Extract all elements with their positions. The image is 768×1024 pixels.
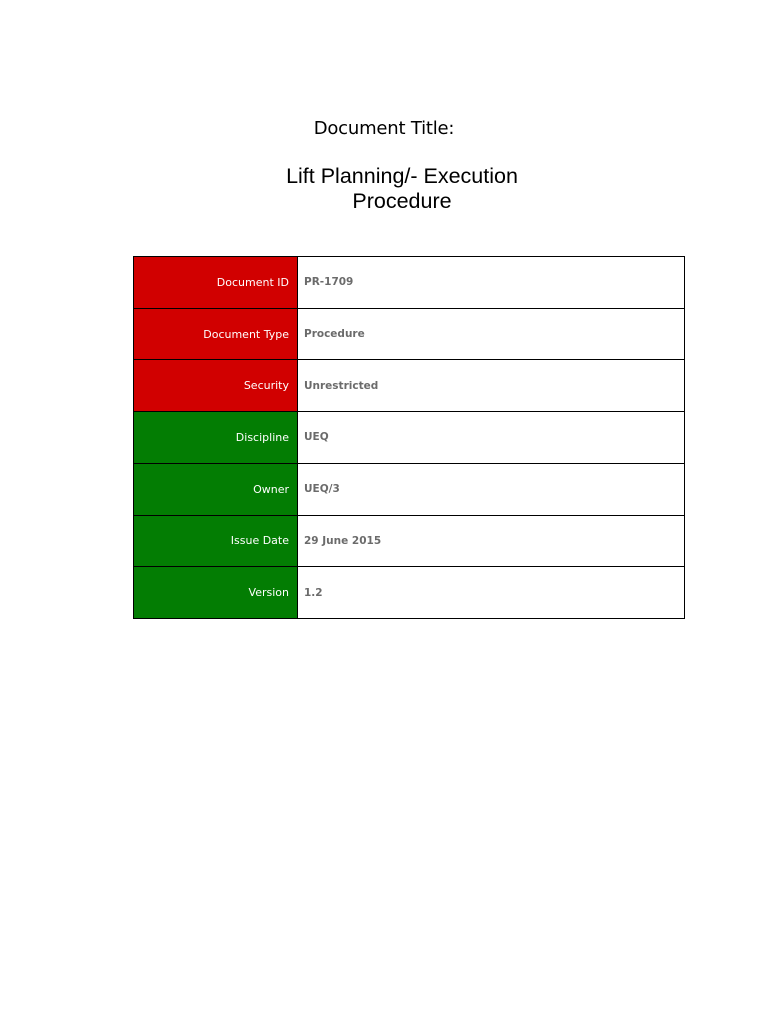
table-row-owner [134,463,685,515]
table-row-document-id [134,257,685,309]
document-heading: Document Title: [313,118,455,139]
security-value: Unrestricted [298,360,685,412]
document-title-line-2: Procedure [352,189,452,213]
table-row-security [134,360,685,412]
table-row-issue-date [134,515,685,567]
issue-date-label: Issue Date [134,515,298,567]
document-title-line-1: Lift Planning/- Execution [286,164,518,188]
discipline-label: Discipline [134,412,298,464]
security-label: Security [134,360,298,412]
version-label: Version [134,567,298,619]
owner-label: Owner [134,463,298,515]
version-value: 1.2 [298,567,685,619]
table-row-document-type [134,308,685,360]
discipline-value: UEQ [298,412,685,464]
document-info-table [133,256,685,619]
issue-date-value: 29 June 2015 [298,515,685,567]
table-row-discipline [134,412,685,464]
document-id-label: Document ID [134,257,298,309]
document-type-value: Procedure [298,308,685,360]
document-id-value: PR-1709 [298,257,685,309]
owner-value: UEQ/3 [298,463,685,515]
table-row-version [134,567,685,619]
document-title [0,164,768,214]
document-type-label: Document Type [134,308,298,360]
